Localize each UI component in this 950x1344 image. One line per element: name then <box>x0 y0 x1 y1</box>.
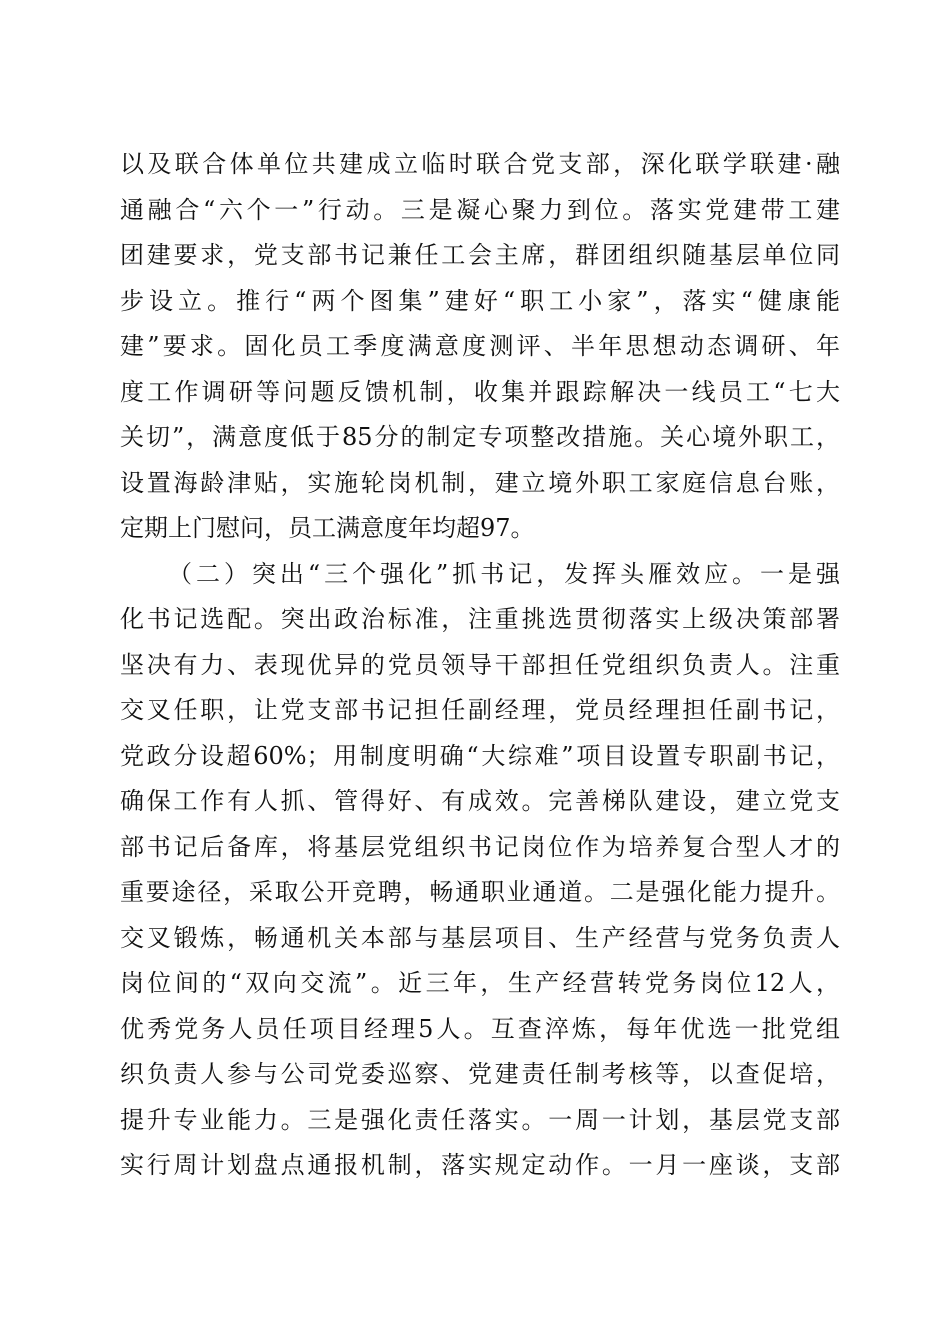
text-line: 交叉锻炼，畅通机关本部与基层项目、生产经营与党务负责人 <box>120 923 840 952</box>
body-text <box>120 142 840 1189</box>
text-line: 岗位间的“双向交流”。近三年，生产经营转党务岗位12人， <box>120 969 840 997</box>
text-line: 关切”，满意度低于85分的制定专项整改措施。关心境外职工， <box>120 423 840 451</box>
text-line: 优秀党务人员任项目经理5人。互查淬炼，每年优选一批党组 <box>120 1014 840 1043</box>
text-line: 坚决有力、表现优异的党员领导干部担任党组织负责人。注重 <box>120 650 840 679</box>
text-line: 化书记选配。突出政治标准，注重挑选贯彻落实上级决策部署 <box>120 605 840 633</box>
text-line: 实行周计划盘点通报机制，落实规定动作。一月一座谈，支部 <box>120 1151 840 1179</box>
text-line: 建”要求。固化员工季度满意度测评、半年思想动态调研、年 <box>120 332 840 360</box>
text-line: 步设立。推行“两个图集”建好“职工小家”，落实“健康能 <box>120 286 840 315</box>
text-line: 确保工作有人抓、管得好、有成效。完善梯队建设，建立党支 <box>120 787 840 815</box>
text-line: 重要途径，采取公开竞聘，畅通职业通道。二是强化能力提升。 <box>120 878 840 906</box>
text-line: 团建要求，党支部书记兼任工会主席，群团组织随基层单位同 <box>120 241 840 269</box>
text-line: 度工作调研等问题反馈机制，收集并跟踪解决一线员工“七大 <box>120 377 840 406</box>
text-line: 织负责人参与公司党委巡察、党建责任制考核等，以查促培， <box>120 1060 840 1088</box>
paragraph-end-line: 定期上门慰问，员工满意度年均超97。 <box>120 514 535 542</box>
text-line: 交叉任职，让党支部书记担任副经理，党员经理担任副书记， <box>120 696 840 724</box>
text-line: 以及联合体单位共建成立临时联合党支部，深化联学联建·融 <box>120 150 840 178</box>
text-line: 党政分设超60%；用制度明确“大综难”项目设置专职副书记， <box>120 741 840 770</box>
section-heading-line: （二）突出“三个强化”抓书记，发挥头雁效应。一是强 <box>168 559 840 588</box>
text-line: 设置海龄津贴，实施轮岗机制，建立境外职工家庭信息台账， <box>120 468 840 497</box>
text-line: 部书记后备库，将基层党组织书记岗位作为培养复合型人才的 <box>120 832 840 861</box>
text-line: 通融合“六个一”行动。三是凝心聚力到位。落实党建带工建 <box>120 195 840 224</box>
text-line: 提升专业能力。三是强化责任落实。一周一计划，基层党支部 <box>120 1105 840 1134</box>
